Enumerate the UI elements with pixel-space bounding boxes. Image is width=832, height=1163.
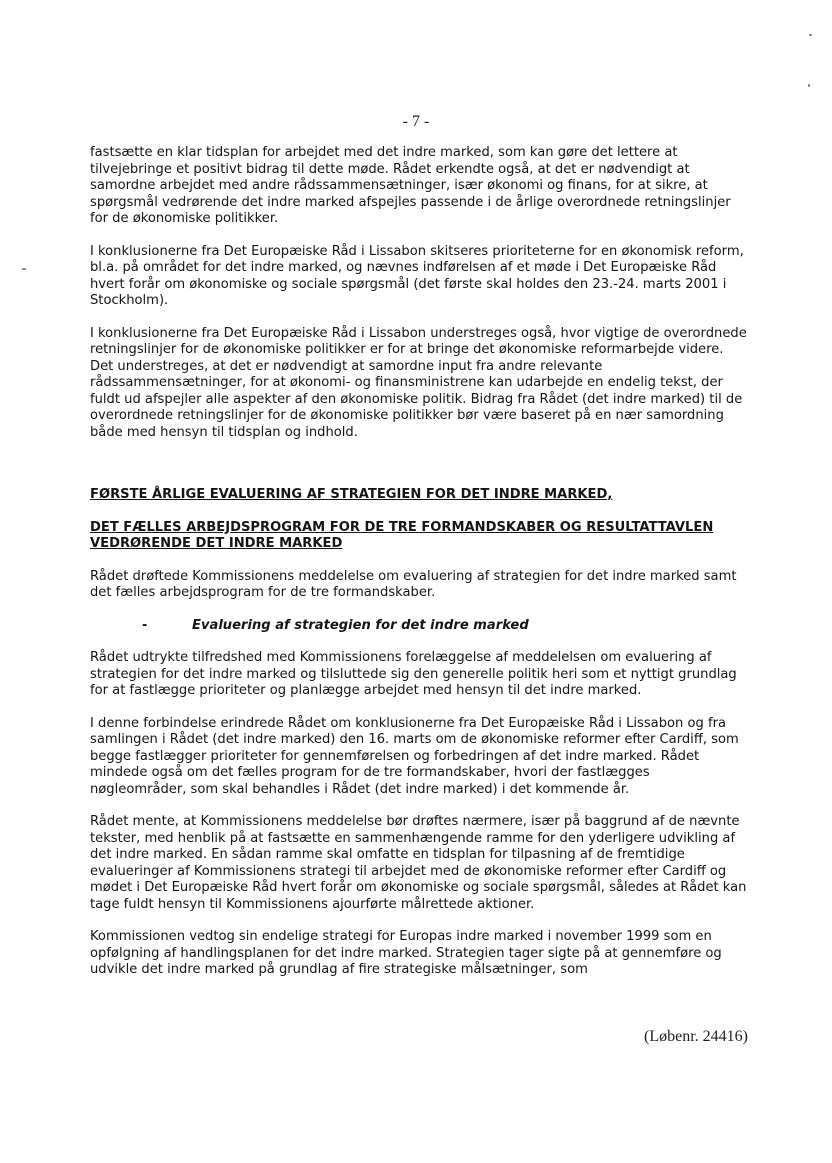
intro-paragraph: Rådet drøftede Kommissionens meddelelse om evaluering af strategien for det indre marked samt det fælles arbejdsprogram for de tre formandskaber. bbox=[90, 568, 737, 600]
document-body bbox=[90, 145, 750, 995]
section-heading-2-block bbox=[90, 520, 750, 553]
subheading bbox=[90, 618, 750, 635]
paragraph: Kommissionen vedtog sin endelige strategi for Europas indre marked i november 1999 som en opfølgning af handlingsplanen for det indre marked. Strategien tager sigte på at gennemføre og udvikle det indre marked på grundlag af fire strategiske målsætninger, som bbox=[90, 929, 722, 977]
paragraph: I denne forbindelse erindrede Rådet om konklusionerne fra Det Europæiske Råd i Lissabon og fra samlingen i Rådet (det indre marked) den 16. marts om de økonomiske reformer efter Cardiff, som begge fastlægger prioriteter for gennemførelsen og forbedringen af det indre marked. Rådet mindede også om det fælles program for de tre formandskaber, hvori der fastlægges nøgleområder, som skal behandles i Rådet (det indre marked) i det kommende år. bbox=[90, 715, 739, 797]
subheading-dash: - bbox=[142, 617, 148, 633]
spacer bbox=[90, 457, 750, 487]
scan-speck bbox=[809, 34, 812, 36]
scan-speck bbox=[808, 84, 810, 87]
paragraph: Rådet udtrykte tilfredshed med Kommissionens forelæggelse af meddelelsen om evaluering af strategien for det indre marked og tilsluttede sig den generelle politik heri som et nyttigt grundlag for at fastlægge prioriteter og planlægge arbejdet med hensyn til det indre marked. bbox=[90, 650, 737, 698]
section-heading-1: FØRSTE ÅRLIGE EVALUERING AF STRATEGIEN FOR DET INDRE MARKED, bbox=[90, 487, 613, 502]
paragraph: I konklusionerne fra Det Europæiske Råd i Lissabon understreges også, hvor vigtige de overordnede retningslinjer for de økonomiske politikker er for at bringe det økonomiske reformarbejde videre. Det understreges, at det er nødvendigt at samordne input fra andre relevante rådssammensætninger, for at økonomi- og finansministrene kan udarbejde en endelig tekst, der fuldt ud afspejler alle aspekter af den økonomiske politik. Bidrag fra Rådet (det indre marked) til de overordnede retningslinjer for de økonomiske politikker bør være baseret på en nær samordning både med hensyn til tidsplan og indhold. bbox=[90, 325, 747, 440]
scan-speck bbox=[22, 268, 26, 270]
section-heading-1-block bbox=[90, 487, 750, 504]
section-heading-2: DET FÆLLES ARBEJDSPROGRAM FOR DE TRE FORMANDSKABER OG RESULTATTAVLEN VEDRØRENDE DET INDRE MARKED bbox=[90, 519, 714, 551]
paragraph: I konklusionerne fra Det Europæiske Råd i Lissabon skitseres prioriteterne for en økonomisk reform, bl.a. på området for det indre marked, og nævnes indførelsen af et møde i Det Europæiske Råd hvert forår om økonomiske og sociale spørgsmål (det første skal holdes den 23.-24. marts 2001 i Stockholm). bbox=[90, 243, 744, 308]
subheading-title: Evaluering af strategien for det indre marked bbox=[192, 617, 529, 633]
page-number: - 7 - bbox=[402, 113, 430, 130]
paragraph: Rådet mente, at Kommissionens meddelelse bør drøftes nærmere, især på baggrund af de nævnte tekster, med henblik på at fastsætte en sammenhængende ramme for den yderligere udvikling af det indre marked. En sådan ramme skal omfatte en tidsplan for tilpasning af de fremtidige evalueringer af Kommissionens strategi til arbejdet med de økonomiske reformer efter Cardiff og mødet i Det Europæiske Råd hvert forår om økonomiske og sociale spørgsmål, således at Rådet kan tage fuldt hensyn til Kommissionens ajourførte målrettede aktioner. bbox=[90, 814, 747, 912]
paragraph: fastsætte en klar tidsplan for arbejdet med det indre marked, som kan gøre det lettere at tilvejebringe et positivt bidrag til dette møde. Rådet erkendte også, at det er nødvendigt at samordne arbejdet med andre rådssammensætninger, især økonomi og finans, for at sikre, at spørgsmål vedrørende det indre marked afspejles passende i de årlige overordnede retningslinjer for de økonomiske politikker. bbox=[90, 145, 731, 226]
reference-number: (Løbenr. 24416) bbox=[644, 1028, 748, 1045]
